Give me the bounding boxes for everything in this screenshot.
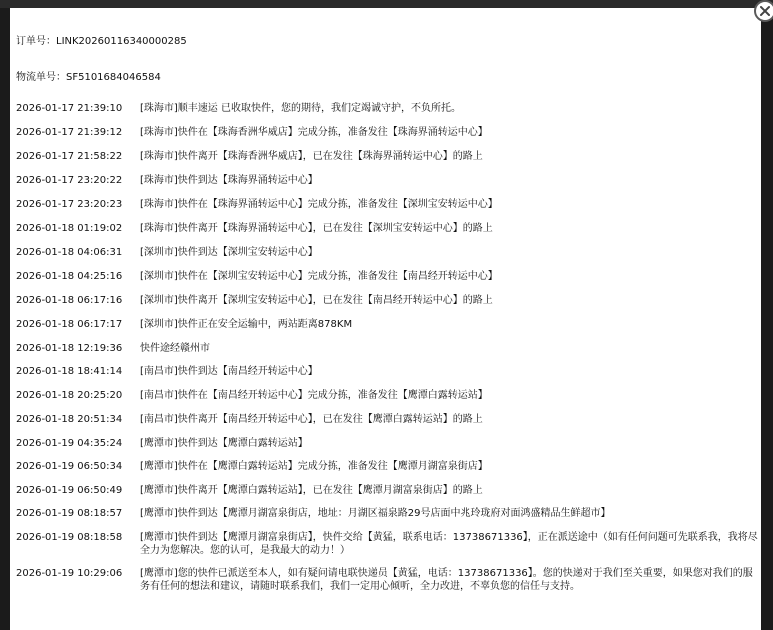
event-time: 2026-01-17 21:39:10 xyxy=(16,103,123,114)
event-description: [鹰潭市]快件到达【鹰潭月湖富泉街店】，快件交给【黄猛，联系电话：13738671336】，正在派送途中（如有任何问题可先联系我，我将尽全力为您解决。您的认可，是我最大的动力！） xyxy=(140,532,758,556)
event-description: [珠海市]快件到达【珠海界涌转运中心】 xyxy=(140,175,318,186)
event-time: 2026-01-18 06:17:16 xyxy=(16,295,123,306)
event-time: 2026-01-19 04:35:24 xyxy=(16,438,123,449)
event-time: 2026-01-19 10:29:06 xyxy=(16,568,123,579)
event-description: [鹰潭市]快件在【鹰潭白露转运站】完成分拣，准备发往【鹰潭月湖富泉街店】 xyxy=(140,461,488,472)
event-description: [鹰潭市]快件到达【鹰潭月湖富泉街店，地址：月湖区福泉路29号店面中兆玲珑府对面鸿盛精品生鲜超市】 xyxy=(140,508,611,519)
event-description: [深圳市]快件离开【深圳宝安转运中心】，已在发往【南昌经开转运中心】的路上 xyxy=(140,295,493,306)
event-description: [鹰潭市]快件离开【鹰潭白露转运站】，已在发往【鹰潭月湖富泉街店】的路上 xyxy=(140,485,483,496)
event-time: 2026-01-19 08:18:58 xyxy=(16,532,123,543)
event-description: [深圳市]快件在【深圳宝安转运中心】完成分拣，准备发往【南昌经开转运中心】 xyxy=(140,271,498,282)
event-time: 2026-01-18 20:51:34 xyxy=(16,414,123,425)
event-description: [珠海市]快件离开【珠海香洲华威店】，已在发往【珠海界涌转运中心】的路上 xyxy=(140,151,483,162)
event-description: [南昌市]快件离开【南昌经开转运中心】，已在发往【鹰潭白露转运站】的路上 xyxy=(140,414,483,425)
event-time: 2026-01-18 04:06:31 xyxy=(16,247,123,258)
event-time: 2026-01-18 01:19:02 xyxy=(16,223,123,234)
event-description: 快件途经赣州市 xyxy=(140,343,210,354)
event-time: 2026-01-18 20:25:20 xyxy=(16,390,123,401)
event-time: 2026-01-17 21:39:12 xyxy=(16,127,123,138)
event-description: [珠海市]顺丰速运 已收取快件，您的期待，我们定竭诚守护，不负所托。 xyxy=(140,103,461,114)
event-time: 2026-01-18 04:25:16 xyxy=(16,271,123,282)
event-description: [鹰潭市]您的快件已派送至本人，如有疑问请电联快递员【黄猛，电话：13738671336】。您的快递对于我们至关重要，如果您对我们的服务有任何的想法和建议，请随时联系我们，我们一定用心倾听，全力改进，不辜负您的信任与支持。 xyxy=(140,568,753,592)
event-description: [深圳市]快件正在安全运输中，两站距离878KM xyxy=(140,319,353,330)
tracking-number: 物流单号：SF5101684046584 xyxy=(16,72,161,83)
close-icon xyxy=(759,5,771,17)
event-time: 2026-01-17 23:20:23 xyxy=(16,199,123,210)
event-time: 2026-01-18 18:41:14 xyxy=(16,366,123,377)
event-description: [珠海市]快件在【珠海香洲华威店】完成分拣，准备发往【珠海界涌转运中心】 xyxy=(140,127,488,138)
close-button[interactable] xyxy=(754,0,773,22)
event-time: 2026-01-19 08:18:57 xyxy=(16,508,123,519)
event-description: [珠海市]快件在【珠海界涌转运中心】完成分拣，准备发往【深圳宝安转运中心】 xyxy=(140,199,498,210)
event-time: 2026-01-18 12:19:36 xyxy=(16,343,123,354)
background-page-strip xyxy=(0,0,773,8)
logistics-detail-modal xyxy=(10,8,761,630)
event-time: 2026-01-17 23:20:22 xyxy=(16,175,123,186)
event-time: 2026-01-19 06:50:34 xyxy=(16,461,123,472)
event-description: [珠海市]快件离开【珠海界涌转运中心】，已在发往【深圳宝安转运中心】的路上 xyxy=(140,223,493,234)
order-number: 订单号：LINK20260116340000285 xyxy=(16,36,187,47)
event-time: 2026-01-17 21:58:22 xyxy=(16,151,123,162)
event-description: [南昌市]快件在【南昌经开转运中心】完成分拣，准备发往【鹰潭白露转运站】 xyxy=(140,390,488,401)
event-description: [深圳市]快件到达【深圳宝安转运中心】 xyxy=(140,247,318,258)
event-description: [鹰潭市]快件到达【鹰潭白露转运站】 xyxy=(140,438,308,449)
event-time: 2026-01-19 06:50:49 xyxy=(16,485,123,496)
event-time: 2026-01-18 06:17:17 xyxy=(16,319,123,330)
event-description: [南昌市]快件到达【南昌经开转运中心】 xyxy=(140,366,318,377)
